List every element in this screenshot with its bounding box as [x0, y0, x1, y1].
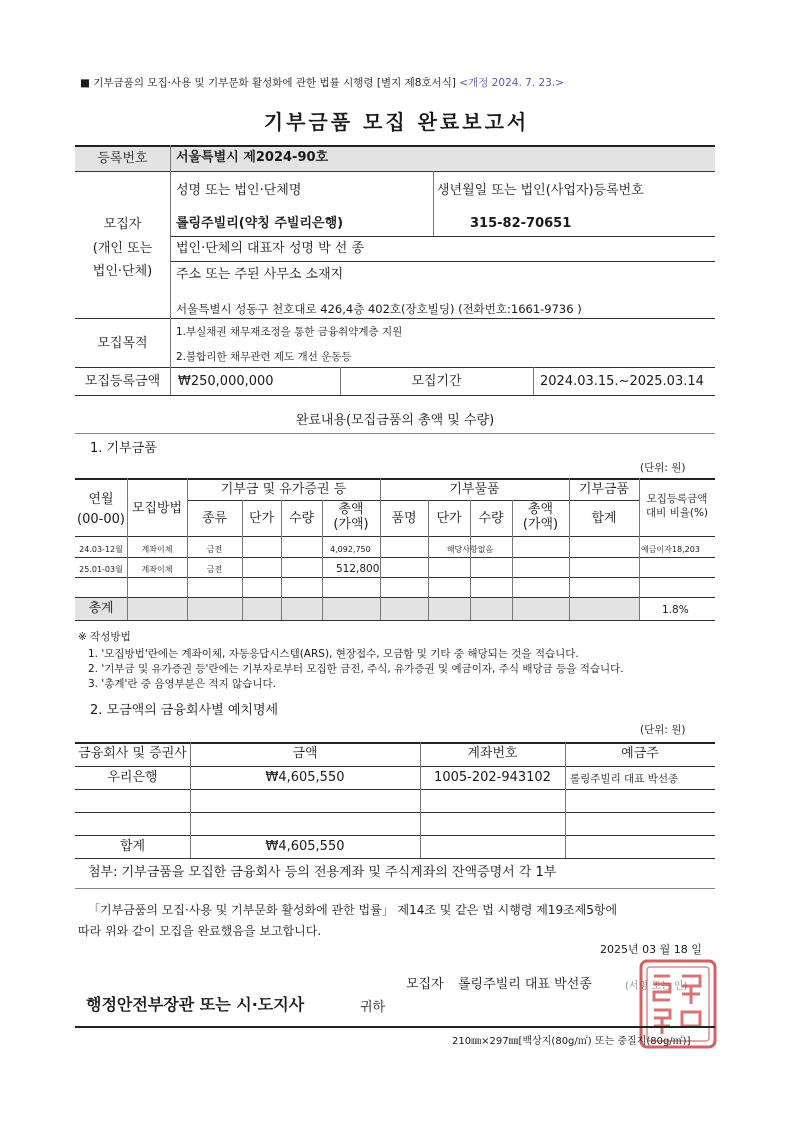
table-cell-method: 계좌이체	[141, 565, 173, 574]
col-total: 합계	[591, 511, 617, 526]
collector-label-3: 법인·단체)	[92, 264, 153, 279]
name-value: 롤링주빌리(약칭 주빌리은행)	[176, 216, 344, 231]
form-reference: ■ 기부금품의 모집·사용 및 기부문화 활성화에 관한 법률 시행령 [별지 제8호서식] <개정 2024. 7. 23.>	[80, 77, 564, 89]
table-cell-method: 계좌이체	[141, 545, 173, 554]
deposit-total-label: 합계	[119, 839, 146, 854]
collector-label-2: (개인 또는	[92, 241, 153, 256]
col-total-group: 기부금품	[578, 482, 630, 497]
total-ratio: 1.8%	[662, 604, 689, 616]
page-title: 기부금품 모집 완료보고서	[263, 110, 530, 134]
col-sum-goods-2: (가액)	[522, 517, 559, 532]
col-goods-group: 기부물품	[449, 482, 500, 497]
col-ratio: 모집등록금액	[646, 493, 708, 505]
col-item: 품명	[391, 511, 417, 526]
table-cell-ratio: 예금이자18,203	[641, 545, 700, 554]
col-sum: 총액	[338, 502, 364, 517]
col-ratio-2: 대비 비율(%)	[645, 507, 709, 519]
note-3: 3. '총계'란 중 음영부분은 적지 않습니다.	[88, 678, 276, 690]
col-qty-2: 수량	[478, 511, 504, 526]
table-cell-goods-note: 해당사항없음	[446, 545, 494, 554]
col-holder: 예금주	[621, 746, 659, 761]
recipient-suffix: 귀하	[360, 1000, 386, 1015]
section1-title: 1. 기부금품	[90, 441, 157, 456]
purpose-line-1: 1.부실채권 채무재조정을 통한 금융취약계층 지원	[176, 326, 403, 338]
table-row: 25.01-03월	[79, 565, 123, 574]
statement-line-1: 「기부금품의 모집·사용 및 기부문화 활성화에 관한 법률」 제14조 및 같은 법 시행령 제19조제5항에	[88, 903, 618, 917]
section2-unit: (단위: 원)	[640, 724, 686, 736]
address-label: 주소 또는 주된 사무소 소재지	[176, 267, 344, 282]
table-cell-sum: 512,800	[336, 563, 380, 575]
completion-title: 완료내용(모집금품의 총액 및 수량)	[295, 413, 495, 428]
col-method: 모집방법	[131, 501, 183, 516]
purpose-line-2: 2.불합리한 채무관련 제도 개선 운동등	[176, 351, 352, 363]
deposit-amount: ₩4,605,550	[265, 770, 345, 785]
amount-value: ₩250,000,000	[178, 374, 274, 389]
regno-label: 생년월일 또는 법인(사업자)등록번호	[437, 183, 644, 198]
total-label: 총계	[88, 601, 114, 616]
period-value: 2024.03.15.~2025.03.14	[540, 374, 704, 389]
col-month-format: (00-00)	[77, 512, 125, 527]
table-cell-sum: 4,092,750	[330, 545, 371, 554]
account-number: 1005-202-943102	[434, 770, 551, 785]
attachment-note: 첨부: 기부금품을 모집한 금융회사 등의 전용계좌 및 주식계좌의 잔액증명서 각 1부	[88, 865, 557, 880]
amount-label: 모집등록금액	[84, 374, 161, 389]
table-cell-kind: 금전	[206, 565, 223, 574]
report-date: 2025년 03 월 18 일	[600, 943, 702, 956]
deposit-total-amount: ₩4,605,550	[265, 839, 345, 854]
signer-label: 모집자	[406, 977, 444, 992]
revision-note: <개정 2024. 7. 23.>	[459, 77, 564, 89]
col-month: 연월	[88, 492, 114, 507]
col-unitprice: 단가	[248, 511, 275, 526]
address-value: 서울특별시 성동구 천호대로 426,4층 402호(장호빌딩) (전화번호:1661-9736 )	[176, 302, 582, 316]
recipient-name: 행정안전부장관 또는 시·도지사	[86, 995, 305, 1014]
col-bank: 금융회사 및 증권사	[78, 746, 187, 761]
signature-hint: (서명 또는 인)	[625, 981, 688, 992]
registration-value: 서울특별시 제2024-90호	[176, 150, 329, 165]
col-unitprice-2: 단가	[436, 511, 462, 526]
note-2: 2. '기부금 및 유가증권 등'란에는 기부자로부터 모집한 금전, 주식, 유가증권 및 예금이자, 주식 배당금 등을 적습니다.	[88, 663, 624, 675]
period-label: 모집기간	[411, 374, 462, 389]
col-kind: 종류	[201, 511, 228, 526]
col-sum-goods: 총액	[527, 502, 554, 517]
name-label: 성명 또는 법인·단체명	[176, 183, 302, 198]
notes-title: ※ 작성방법	[78, 631, 131, 643]
note-1: 1. '모집방법'란에는 계좌이체, 자동응답시스템(ARS), 현장접수, 모금함 및 기타 중 해당되는 것을 적습니다.	[88, 648, 579, 660]
purpose-label: 모집목적	[97, 336, 148, 351]
table-row: 우리은행	[107, 770, 158, 785]
registration-label: 등록번호	[97, 151, 148, 166]
col-amount: 금액	[292, 746, 318, 761]
table-row: 24.03-12월	[79, 545, 123, 554]
regno-value: 315-82-70651	[470, 216, 572, 231]
collector-label: 모집자	[103, 217, 142, 232]
account-holder: 롤링주빌리 대표 박선종	[570, 773, 679, 785]
col-money-group: 기부금 및 유가증권 등	[220, 482, 347, 497]
statement-line-2: 따라 위와 같이 모집을 완료했음을 보고합니다.	[78, 924, 322, 938]
col-sum-2: (가액)	[333, 517, 369, 532]
section1-unit: (단위: 원)	[640, 462, 686, 474]
representative-line: 법인·단체의 대표자 성명 박 선 종	[176, 241, 365, 256]
col-qty: 수량	[288, 511, 315, 526]
section2-title: 2. 모금액의 금융회사별 예치명세	[90, 703, 279, 718]
paper-spec: 210㎜×297㎜[백상지(80g/㎡) 또는 중질지(80g/㎡)]	[452, 1036, 691, 1047]
col-account: 계좌번호	[467, 746, 518, 761]
signer-name: 롤링주빌리 대표 박선종	[458, 977, 592, 992]
table-cell-kind: 금전	[206, 545, 223, 554]
